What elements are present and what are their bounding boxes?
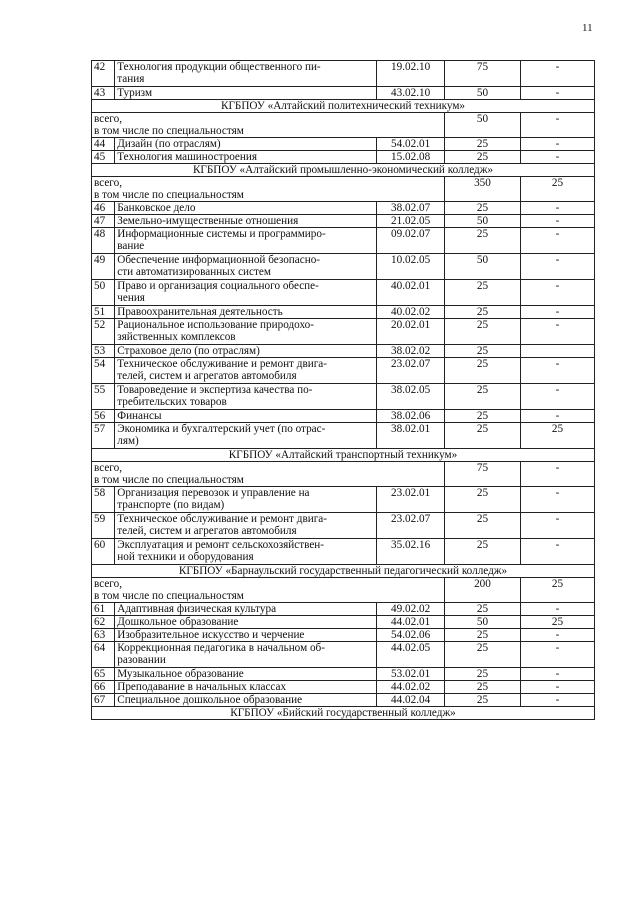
value-1: 25: [444, 202, 520, 215]
specialty-name: Банковское дело: [115, 202, 377, 215]
row-number: 57: [92, 423, 115, 449]
value-2: -: [521, 254, 595, 280]
table-row: [92, 358, 595, 384]
value-1: 25: [444, 539, 520, 565]
specialty-code: 38.02.05: [377, 384, 445, 410]
value-2: 25: [521, 423, 595, 449]
institution-header-row: [92, 565, 595, 578]
row-number: 64: [92, 642, 115, 668]
table-row: [92, 539, 595, 565]
value-1: 25: [444, 513, 520, 539]
row-number: 45: [92, 151, 115, 164]
institution-name: КГБПОУ «Бийский государственный колледж»: [92, 707, 595, 720]
value-2: -: [521, 87, 595, 100]
row-number: 48: [92, 228, 115, 254]
total-label: всего, в том числе по специальностям: [92, 113, 445, 138]
value-2: -: [521, 694, 595, 707]
row-number: 62: [92, 616, 115, 629]
specialty-name: Изобразительное искусство и черчение: [115, 629, 377, 642]
value-2: -: [521, 61, 595, 87]
total-label: всего, в том числе по специальностям: [92, 462, 445, 487]
table-row: [92, 694, 595, 707]
value-1: 25: [444, 642, 520, 668]
total-value-2: 25: [521, 177, 595, 202]
value-2: -: [521, 319, 595, 345]
value-2: -: [521, 138, 595, 151]
specialty-code: 49.02.02: [377, 603, 445, 616]
specialty-code: 43.02.10: [377, 87, 445, 100]
specialty-name: Эксплуатация и ремонт сельскохозяйствен- ной техники и оборудования: [115, 539, 377, 565]
specialty-name: Техническое обслуживание и ремонт двига- телей, систем и агрегатов автомобиля: [115, 513, 377, 539]
value-1: 25: [444, 151, 520, 164]
specialty-code: 54.02.01: [377, 138, 445, 151]
specialty-code: 19.02.10: [377, 61, 445, 87]
specialty-code: 53.02.01: [377, 668, 445, 681]
value-2: -: [521, 603, 595, 616]
specialty-name: Специальное дошкольное образование: [115, 694, 377, 707]
value-2: -: [521, 358, 595, 384]
specialty-code: 21.02.05: [377, 215, 445, 228]
specialty-name: Дошкольное образование: [115, 616, 377, 629]
value-1: 25: [444, 410, 520, 423]
table-row: [92, 61, 595, 87]
specialty-name: Финансы: [115, 410, 377, 423]
specialty-code: 15.02.08: [377, 151, 445, 164]
table-row: [92, 513, 595, 539]
value-2: -: [521, 202, 595, 215]
row-number: 51: [92, 306, 115, 319]
specialty-code: 38.02.07: [377, 202, 445, 215]
specialty-name: Страховое дело (по отраслям): [115, 345, 377, 358]
value-2: [521, 345, 595, 358]
table-row: [92, 202, 595, 215]
row-number: 61: [92, 603, 115, 616]
specialty-name: Технология продукции общественного пи- тания: [115, 61, 377, 87]
table-row: [92, 603, 595, 616]
value-1: 25: [444, 603, 520, 616]
specialty-code: 23.02.01: [377, 487, 445, 513]
specialty-name: Организация перевозок и управление на транспорте (по видам): [115, 487, 377, 513]
value-1: 25: [444, 423, 520, 449]
row-number: 55: [92, 384, 115, 410]
total-label: всего, в том числе по специальностям: [92, 177, 445, 202]
specialty-code: 38.02.02: [377, 345, 445, 358]
total-value-1: 50: [444, 113, 520, 138]
total-value-1: 200: [444, 578, 520, 603]
specialty-code: 09.02.07: [377, 228, 445, 254]
specialty-code: 40.02.02: [377, 306, 445, 319]
total-row: [92, 113, 595, 138]
specialty-name: Преподавание в начальных классах: [115, 681, 377, 694]
value-1: 25: [444, 138, 520, 151]
row-number: 58: [92, 487, 115, 513]
row-number: 42: [92, 61, 115, 87]
row-number: 44: [92, 138, 115, 151]
table-row: [92, 642, 595, 668]
value-1: 50: [444, 87, 520, 100]
value-2: -: [521, 642, 595, 668]
value-1: 50: [444, 616, 520, 629]
table-row: [92, 280, 595, 306]
institution-header-row: [92, 100, 595, 113]
row-number: 60: [92, 539, 115, 565]
value-1: 25: [444, 345, 520, 358]
specialty-name: Технология машиностроения: [115, 151, 377, 164]
specialty-name: Информационные системы и программиро- вание: [115, 228, 377, 254]
total-value-2: -: [521, 462, 595, 487]
table-row: [92, 138, 595, 151]
value-2: -: [521, 513, 595, 539]
table-row: [92, 345, 595, 358]
institution-name: КГБПОУ «Алтайский транспортный техникум»: [92, 449, 595, 462]
value-2: -: [521, 215, 595, 228]
specialty-name: Коррекционная педагогика в начальном об- разовании: [115, 642, 377, 668]
specialty-name: Право и организация социального обеспе- чения: [115, 280, 377, 306]
institution-header-row: [92, 164, 595, 177]
value-1: 25: [444, 280, 520, 306]
total-row: [92, 578, 595, 603]
specialty-code: 44.02.05: [377, 642, 445, 668]
specialty-name: Экономика и бухгалтерский учет (по отрас- лям): [115, 423, 377, 449]
value-2: -: [521, 487, 595, 513]
total-value-2: 25: [521, 578, 595, 603]
value-1: 75: [444, 61, 520, 87]
table-row: [92, 215, 595, 228]
specialty-code: 38.02.06: [377, 410, 445, 423]
value-2: -: [521, 539, 595, 565]
value-1: 50: [444, 215, 520, 228]
table-row: [92, 668, 595, 681]
specialty-code: 38.02.01: [377, 423, 445, 449]
row-number: 56: [92, 410, 115, 423]
row-number: 50: [92, 280, 115, 306]
total-value-1: 75: [444, 462, 520, 487]
specialty-code: 44.02.01: [377, 616, 445, 629]
value-1: 25: [444, 228, 520, 254]
total-row: [92, 177, 595, 202]
table-row: [92, 487, 595, 513]
specialty-name: Товароведение и экспертиза качества по- требительских товаров: [115, 384, 377, 410]
table-row: [92, 629, 595, 642]
row-number: 63: [92, 629, 115, 642]
value-2: -: [521, 228, 595, 254]
specialty-code: 54.02.06: [377, 629, 445, 642]
specialty-name: Техническое обслуживание и ремонт двига- телей, систем и агрегатов автомобиля: [115, 358, 377, 384]
specialty-name: Земельно-имущественные отношения: [115, 215, 377, 228]
table-row: [92, 616, 595, 629]
value-1: 25: [444, 668, 520, 681]
value-2: -: [521, 306, 595, 319]
table-row: [92, 384, 595, 410]
value-1: 25: [444, 319, 520, 345]
specialty-name: Рациональное использование природохо- зяйственных комплексов: [115, 319, 377, 345]
specialty-code: 20.02.01: [377, 319, 445, 345]
value-2: -: [521, 410, 595, 423]
value-2: -: [521, 668, 595, 681]
value-2: -: [521, 681, 595, 694]
specialty-name: Обеспечение информационной безопасно- сти автоматизированных систем: [115, 254, 377, 280]
row-number: 46: [92, 202, 115, 215]
value-2: -: [521, 151, 595, 164]
specialty-code: 35.02.16: [377, 539, 445, 565]
row-number: 59: [92, 513, 115, 539]
table-row: [92, 306, 595, 319]
row-number: 66: [92, 681, 115, 694]
specialty-code: 40.02.01: [377, 280, 445, 306]
value-1: 50: [444, 254, 520, 280]
total-value-2: -: [521, 113, 595, 138]
institution-header-row: [92, 449, 595, 462]
value-2: -: [521, 384, 595, 410]
table-row: [92, 423, 595, 449]
specialty-name: Музыкальное образование: [115, 668, 377, 681]
table-row: [92, 410, 595, 423]
value-1: 25: [444, 694, 520, 707]
specialty-name: Туризм: [115, 87, 377, 100]
table-row: [92, 151, 595, 164]
row-number: 54: [92, 358, 115, 384]
value-1: 25: [444, 487, 520, 513]
row-number: 49: [92, 254, 115, 280]
table-row: [92, 87, 595, 100]
row-number: 67: [92, 694, 115, 707]
total-value-1: 350: [444, 177, 520, 202]
specialty-code: 44.02.04: [377, 694, 445, 707]
specialty-name: Адаптивная физическая культура: [115, 603, 377, 616]
row-number: 65: [92, 668, 115, 681]
table-row: [92, 319, 595, 345]
specialty-code: 23.02.07: [377, 513, 445, 539]
value-2: -: [521, 280, 595, 306]
total-label: всего, в том числе по специальностям: [92, 578, 445, 603]
value-1: 25: [444, 629, 520, 642]
value-1: 25: [444, 306, 520, 319]
institution-name: КГБПОУ «Алтайский промышленно-экономический колледж»: [92, 164, 595, 177]
institution-header-row: [92, 707, 595, 720]
value-2: 25: [521, 616, 595, 629]
table-row: [92, 681, 595, 694]
total-row: [92, 462, 595, 487]
table-row: [92, 254, 595, 280]
value-1: 25: [444, 358, 520, 384]
specialty-code: 23.02.07: [377, 358, 445, 384]
row-number: 43: [92, 87, 115, 100]
institution-name: КГБПОУ «Алтайский политехнический техникум»: [92, 100, 595, 113]
table-row: [92, 228, 595, 254]
value-2: -: [521, 629, 595, 642]
institution-name: КГБПОУ «Барнаульский государственный педагогический колледж»: [92, 565, 595, 578]
page-number: 11: [582, 22, 593, 34]
row-number: 53: [92, 345, 115, 358]
specialty-code: 44.02.02: [377, 681, 445, 694]
value-1: 25: [444, 384, 520, 410]
row-number: 52: [92, 319, 115, 345]
admission-table: [91, 60, 595, 720]
specialty-name: Дизайн (по отраслям): [115, 138, 377, 151]
value-1: 25: [444, 681, 520, 694]
specialty-name: Правоохранительная деятельность: [115, 306, 377, 319]
row-number: 47: [92, 215, 115, 228]
specialty-code: 10.02.05: [377, 254, 445, 280]
